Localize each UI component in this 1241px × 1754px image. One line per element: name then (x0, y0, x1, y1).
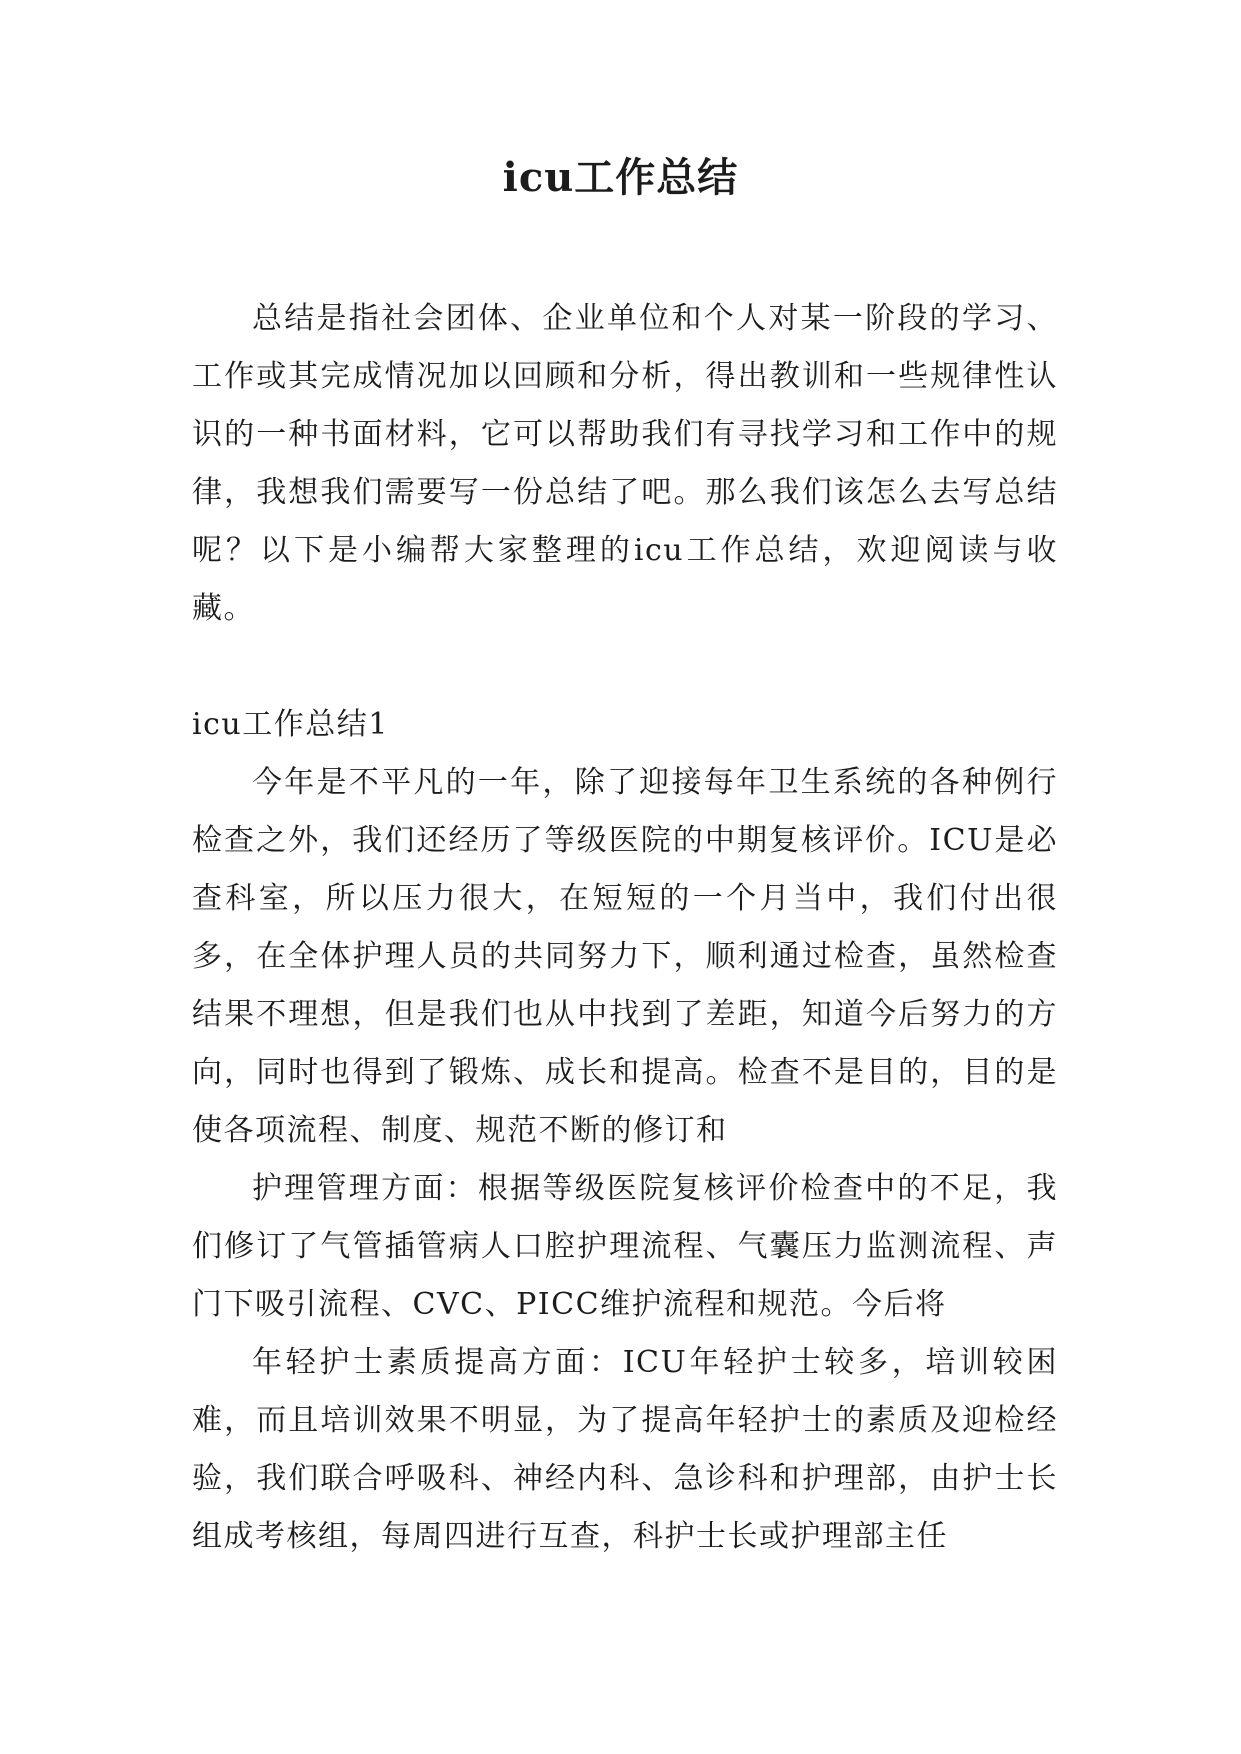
document-title: icu工作总结 (502, 154, 739, 201)
section-heading: icu工作总结1 (192, 707, 389, 742)
intro-paragraph: 总结是指社会团体、企业单位和个人对某一阶段的学习、工作或其完成情况加以回顾和分析，得出教训和一些规律性认识的一种书面材料，它可以帮助我们有寻找学习和工作中的规律，我想我们需要写一份总结了吧。那么我们该怎么去写总结呢？以下是小编帮大家整理的icu工作总结，欢迎阅读与收藏。 (192, 301, 1058, 626)
body-paragraph: 护理管理方面：根据等级医院复核评价检查中的不足，我们修订了气管插管病人口腔护理流程、气囊压力监测流程、声门下吸引流程、CVC、PICC维护流程和规范。今后将 (192, 1171, 1058, 1322)
body-paragraph: 今年是不平凡的一年，除了迎接每年卫生系统的各种例行检查之外，我们还经历了等级医院的中期复核评价。ICU是必查科室，所以压力很大，在短短的一个月当中，我们付出很多，在全体护理人员的共同努力下，顺利通过检查，虽然检查结果不理想，但是我们也从中找到了差距，知道今后努力的方向，同时也得到了锻炼、成长和提高。检查不是目的，目的是使各项流程、制度、规范不断的修订和 (192, 765, 1058, 1148)
document-body (192, 290, 1058, 1566)
body-paragraph: 年轻护士素质提高方面：ICU年轻护士较多，培训较困难，而且培训效果不明显，为了提高年轻护士的素质及迎检经验，我们联合呼吸科、神经内科、急诊科和护理部，由护士长组成考核组，每周四进行互查，科护士长或护理部主任 (192, 1345, 1058, 1554)
